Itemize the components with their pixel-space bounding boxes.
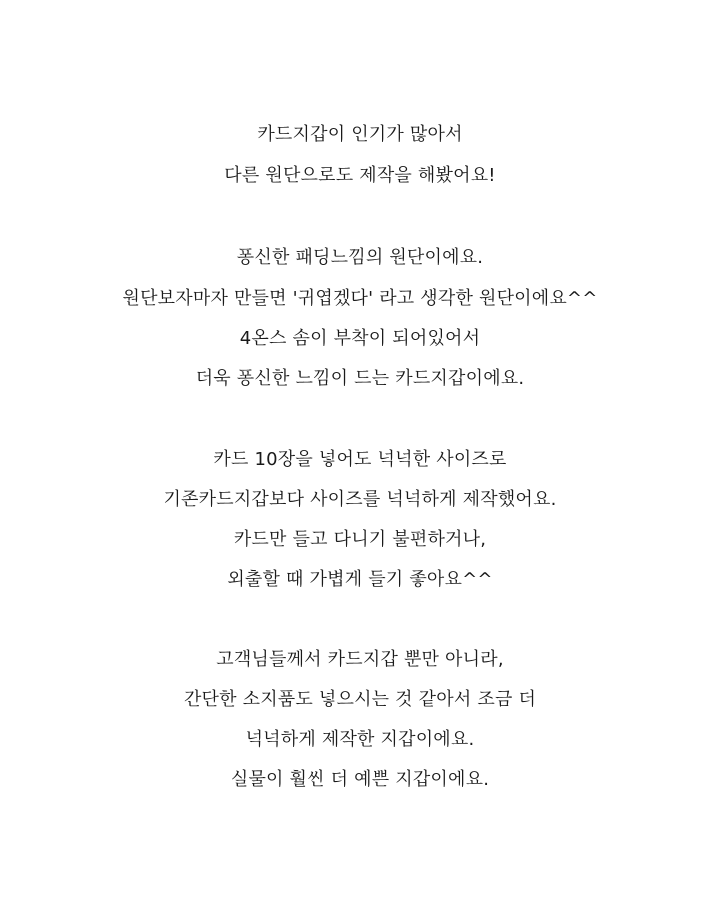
description-line: 카드만 들고 다니기 불편하거나, — [233, 529, 487, 550]
description-line: 카드지갑이 인기가 많아서 — [257, 124, 463, 145]
description-line: 실물이 훨씬 더 예쁜 지갑이에요. — [230, 769, 490, 790]
description-line: 퐁신한 패딩느낌의 원단이에요. — [236, 247, 484, 268]
description-line: 더욱 퐁신한 느낌이 드는 카드지갑이에요. — [195, 368, 525, 389]
description-line: 4온스 솜이 부착이 되어있어서 — [239, 328, 481, 349]
description-line: 외출할 때 가볍게 들기 좋아요^^ — [227, 569, 493, 590]
description-line: 고객님들께서 카드지갑 뿐만 아니라, — [216, 649, 504, 670]
description-line: 카드 10장을 넣어도 넉넉한 사이즈로 — [213, 449, 507, 470]
description-line: 다른 원단으로도 제작을 해봤어요! — [224, 165, 496, 186]
description-line: 기존카드지갑보다 사이즈를 넉넉하게 제작했어요. — [163, 489, 557, 510]
description-line: 넉넉하게 제작한 지갑이에요. — [245, 729, 475, 750]
description-line: 원단보자마자 만들면 '귀엽겠다' 라고 생각한 원단이에요^^ — [122, 288, 598, 309]
description-line: 간단한 소지품도 넣으시는 것 같아서 조금 더 — [183, 689, 537, 710]
